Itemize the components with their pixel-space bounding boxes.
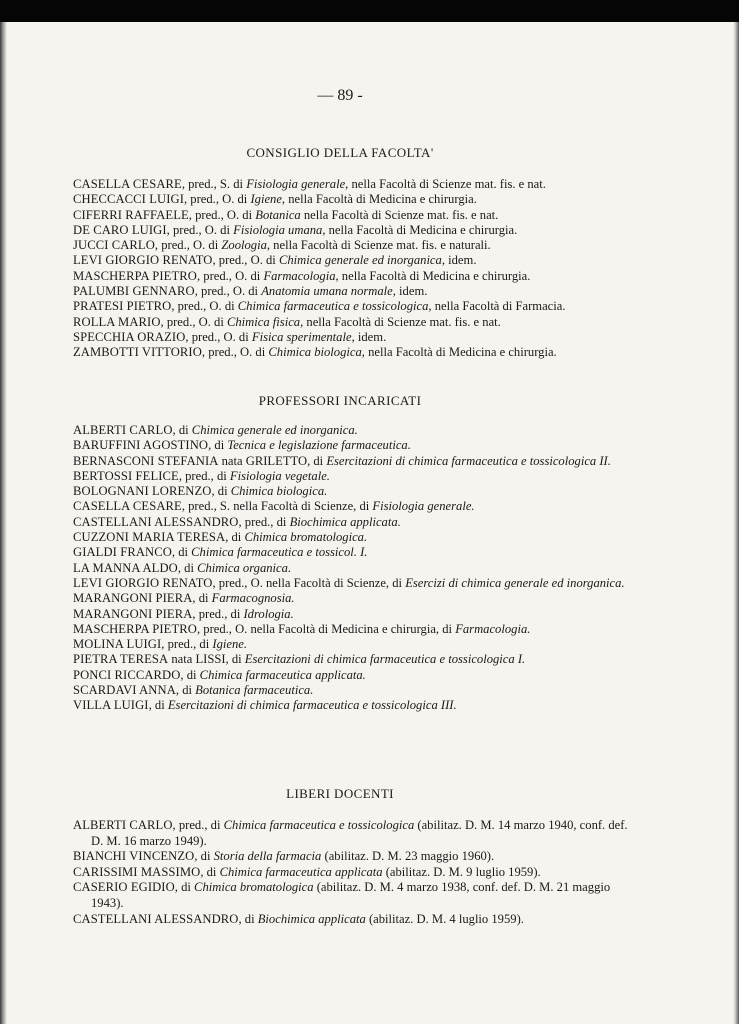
entry-name: BIANCHI VINCENZO — [73, 849, 195, 864]
entry-subject: Chimica farmaceutica e tossicologica — [223, 818, 415, 832]
page-number: — 89 - — [317, 87, 363, 104]
entry-text: , di — [225, 530, 245, 545]
entry-row — [73, 315, 633, 330]
entry-text: , pred., di — [192, 606, 244, 621]
section-title-liberi-docenti: LIBERI DOCENTI — [286, 786, 394, 801]
entry-name: BERTOSSI FELICE — [73, 468, 179, 483]
entry-name: CHECCACCI LUIGI — [73, 192, 184, 207]
entry-row — [73, 423, 633, 438]
entry-text: , di — [192, 591, 212, 606]
entry-name: JUCCI CARLO — [73, 238, 155, 253]
entry-text: (abilitaz. D. M. 14 marzo 1940, conf. def. D. M. 16 marzo 1949). — [91, 818, 628, 848]
entry-text: nata GRILETTO, di — [218, 453, 327, 468]
entry-name: CARISSIMI MASSIMO — [73, 864, 201, 879]
entry-row — [73, 454, 633, 469]
entry-name: CASTELLANI ALESSANDRO — [73, 911, 239, 926]
entry-text: nella Facoltà di Scienze mat. fis. e nat. — [348, 177, 546, 191]
entry-subject: Fisiologia vegetale. — [229, 468, 330, 483]
entry-name: ALBERTI CARLO — [73, 818, 173, 832]
entry-subject: Tecnica e legislazione farmaceutica. — [227, 438, 411, 453]
entry-row — [73, 545, 633, 560]
entry-text: , di — [177, 560, 198, 575]
entry-subject: Anatomia umana normale, — [261, 284, 396, 299]
entry-subject: Chimica generale ed inorganica. — [191, 423, 358, 437]
entry-name: CUZZONI MARIA TERESA — [73, 530, 226, 545]
entry-name: VILLA LUIGI — [73, 698, 149, 713]
entry-row — [73, 576, 633, 591]
entry-name: MOLINA LUIGI — [73, 637, 162, 652]
entry-text: , pred., O. di — [171, 299, 238, 314]
entry-row — [73, 253, 633, 268]
entry-name: BOLOGNANI LORENZO — [73, 484, 212, 499]
entry-name: ZAMBOTTI VITTORIO — [73, 345, 202, 360]
entry-name: SPECCHIA ORAZIO — [73, 329, 186, 344]
entry-text: , di — [148, 698, 168, 713]
entry-text: , pred., O. nella Facoltà di Scienze, di — [212, 575, 406, 590]
entry-subject: Botanica farmaceutica. — [195, 683, 314, 698]
entry-row — [73, 668, 633, 683]
liberi-docenti-list — [73, 818, 633, 927]
consiglio-list — [73, 177, 633, 361]
entry-text: , pred., S. nella Facoltà di Scienze, di — [181, 499, 373, 514]
scan-right-edge — [733, 22, 739, 1024]
entry-subject: Chimica bromatologica — [194, 880, 314, 895]
entry-subject: Chimica farmaceutica e tossicologica, — [237, 299, 432, 314]
entry-text: , pred., S. di — [181, 177, 247, 191]
entry-name: ALBERTI CARLO — [73, 423, 173, 437]
entry-name: CASTELLANI ALESSANDRO — [73, 514, 239, 529]
entry-subject: Fisiologia umana, — [233, 222, 326, 237]
scan-left-edge — [0, 22, 7, 1024]
entry-row — [73, 299, 633, 314]
entry-name: MASCHERPA PIETRO — [73, 268, 197, 283]
entry-subject: Botanica — [255, 207, 301, 222]
entry-text: , pred., O. nella Facoltà di Medicina e chirurgia, di — [196, 621, 456, 636]
entry-row — [73, 223, 633, 238]
entry-subject: Zoologia, — [221, 238, 271, 253]
entry-text: nella Facoltà di Medicina e chirurgia. — [285, 192, 477, 207]
entry-row — [73, 637, 633, 652]
entry-text: nella Facoltà di Scienze mat. fis. e nat. — [303, 314, 501, 329]
entry-row — [73, 284, 633, 299]
entry-subject: Chimica organica. — [197, 560, 292, 575]
entry-text: nella Facoltà di Medicina e chirurgia. — [364, 345, 557, 360]
entry-row — [73, 238, 633, 253]
entry-name: CASERIO EGIDIO — [73, 880, 175, 895]
entry-row — [73, 345, 633, 360]
entry-subject: Chimica biologica, — [268, 345, 365, 360]
entry-subject: Chimica farmaceutica applicata. — [199, 667, 366, 682]
entry-subject: Chimica biologica. — [230, 484, 328, 499]
entry-text: nella Facoltà di Scienze mat. fis. e nat. — [300, 207, 499, 222]
entry-name: LEVI GIORGIO RENATO — [73, 253, 213, 268]
entry-row — [73, 561, 633, 576]
entry-subject: Biochimica applicata — [257, 911, 366, 926]
entry-subject: Chimica farmaceutica e tossicol. I. — [191, 545, 368, 560]
entry-row — [73, 652, 633, 667]
entry-text: nella Facoltà di Farmacia. — [431, 299, 566, 314]
section-title-incaricati: PROFESSORI INCARICATI — [258, 393, 422, 408]
entry-text: nata LISSI, di — [168, 652, 245, 667]
entry-row — [73, 469, 633, 484]
section-title-consiglio: CONSIGLIO DELLA FACOLTA' — [246, 145, 434, 160]
entry-row — [73, 698, 633, 713]
entry-row — [73, 530, 633, 545]
entry-name: MARANGONI PIERA — [73, 606, 193, 621]
entry-subject: Fisiologia generale. — [372, 499, 475, 514]
scan-top-border — [0, 0, 739, 22]
entry-name: LA MANNA ALDO — [73, 560, 178, 575]
entry-subject: Fisiologia generale, — [246, 177, 349, 191]
entry-subject: Igiene. — [212, 637, 247, 652]
entry-row — [73, 880, 633, 911]
entry-text: (abilitaz. D. M. 4 marzo 1938, conf. def. D. M. 21 maggio 1943). — [91, 880, 611, 910]
entry-row — [73, 269, 633, 284]
entry-subject: Esercitazioni di chimica farmaceutica e tossicologica III. — [167, 698, 457, 713]
entry-text: , di — [174, 880, 195, 895]
entry-text: , pred., O. di — [212, 253, 279, 268]
entry-name: LEVI GIORGIO RENATO — [73, 575, 213, 590]
entry-subject: Farmacologia, — [263, 268, 339, 283]
entry-text: , di — [208, 438, 228, 453]
entry-text: (abilitaz. D. M. 4 luglio 1959). — [365, 911, 524, 926]
entry-text: idem. — [444, 253, 477, 268]
entry-text: , pred., di — [172, 818, 224, 832]
entry-text: nella Facoltà di Medicina e chirurgia. — [325, 222, 518, 237]
entry-name: ROLLA MARIO — [73, 314, 161, 329]
entry-row — [73, 683, 633, 698]
entry-row — [73, 607, 633, 622]
entry-text: , di — [200, 864, 220, 879]
entry-text: , pred., O. di — [184, 192, 251, 207]
entry-text: (abilitaz. D. M. 9 luglio 1959). — [382, 864, 541, 879]
entry-row — [73, 484, 633, 499]
entry-text: , pred., O. di — [166, 222, 234, 237]
entry-name: PRATESI PIETRO — [73, 299, 172, 314]
entry-text: , di — [175, 683, 196, 698]
entry-name: CIFERRI RAFFAELE — [73, 207, 189, 222]
entry-row — [73, 818, 633, 849]
entry-row — [73, 192, 633, 207]
entry-name: SCARDAVI ANNA — [73, 683, 176, 698]
entry-row — [73, 499, 633, 514]
entry-subject: Storia della farmacia — [213, 849, 322, 864]
entry-subject: Fisica sperimentale, — [251, 329, 355, 344]
entry-subject: Chimica bromatologica. — [244, 530, 368, 545]
incaricati-list — [73, 423, 633, 714]
entry-text: , pred., di — [178, 468, 230, 483]
entry-text: , di — [172, 423, 192, 437]
entry-text: idem. — [395, 284, 428, 299]
entry-text: , pred., O. di — [194, 284, 262, 299]
entry-row — [73, 438, 633, 453]
entry-text: , pred., di — [161, 637, 213, 652]
entry-row — [73, 591, 633, 606]
entry-row — [73, 177, 633, 192]
entry-name: BARUFFINI AGOSTINO — [73, 438, 209, 453]
entry-subject: Igiene, — [250, 192, 286, 207]
entry-text: , di — [171, 545, 192, 560]
entry-text: , di — [194, 849, 214, 864]
entry-name: BERNASCONI STEFANIA — [73, 453, 219, 468]
entry-name: GIALDI FRANCO — [73, 545, 172, 560]
entry-text: idem. — [354, 329, 387, 344]
entry-text: , pred., O. di — [154, 238, 222, 253]
entry-subject: Esercitazioni di chimica farmaceutica e tossicologica II. — [326, 453, 611, 468]
entry-name: CASELLA CESARE — [73, 499, 182, 514]
entry-text: nella Facoltà di Medicina e chirurgia. — [338, 268, 531, 283]
entry-row — [73, 515, 633, 530]
entry-subject: Farmacognosia. — [211, 591, 295, 606]
entry-name: CASELLA CESARE — [73, 177, 182, 191]
entry-row — [73, 208, 633, 223]
entry-row — [73, 622, 633, 637]
entry-text: , pred., O. di — [188, 207, 256, 222]
entry-text: , pred., di — [238, 514, 290, 529]
entry-name: MARANGONI PIERA — [73, 591, 193, 606]
entry-name: MASCHERPA PIETRO — [73, 621, 197, 636]
entry-subject: Chimica generale ed inorganica, — [278, 253, 445, 268]
entry-text: nella Facoltà di Scienze mat. fis. e naturali. — [270, 238, 491, 253]
entry-row — [73, 865, 633, 881]
entry-name: DE CARO LUIGI — [73, 222, 167, 237]
entry-row — [73, 849, 633, 865]
entry-name: PALUMBI GENNARO — [73, 284, 195, 299]
entry-subject: Chimica fisica, — [226, 314, 304, 329]
entry-subject: Esercizi di chimica generale ed inorganica. — [405, 575, 625, 590]
entry-name: PIETRA TERESA — [73, 652, 169, 667]
entry-subject: Chimica farmaceutica applicata — [219, 864, 383, 879]
entry-text: , pred., O. di — [160, 314, 227, 329]
entry-subject: Esercitazioni di chimica farmaceutica e tossicologica I. — [244, 652, 526, 667]
entry-text: , di — [180, 667, 200, 682]
entry-name: PONCI RICCARDO — [73, 667, 181, 682]
entry-row — [73, 912, 633, 928]
entry-row — [73, 330, 633, 345]
entry-text: , di — [211, 484, 231, 499]
entry-subject: Idrologia. — [243, 606, 294, 621]
entry-text: , pred., O. di — [196, 268, 264, 283]
entry-text: , di — [238, 911, 258, 926]
entry-subject: Farmacologia. — [455, 621, 531, 636]
entry-text: (abilitaz. D. M. 23 maggio 1960). — [321, 849, 495, 864]
entry-text: , pred., O. di — [185, 329, 252, 344]
entry-text: , pred., O. di — [201, 345, 269, 360]
entry-subject: Biochimica applicata. — [289, 514, 401, 529]
